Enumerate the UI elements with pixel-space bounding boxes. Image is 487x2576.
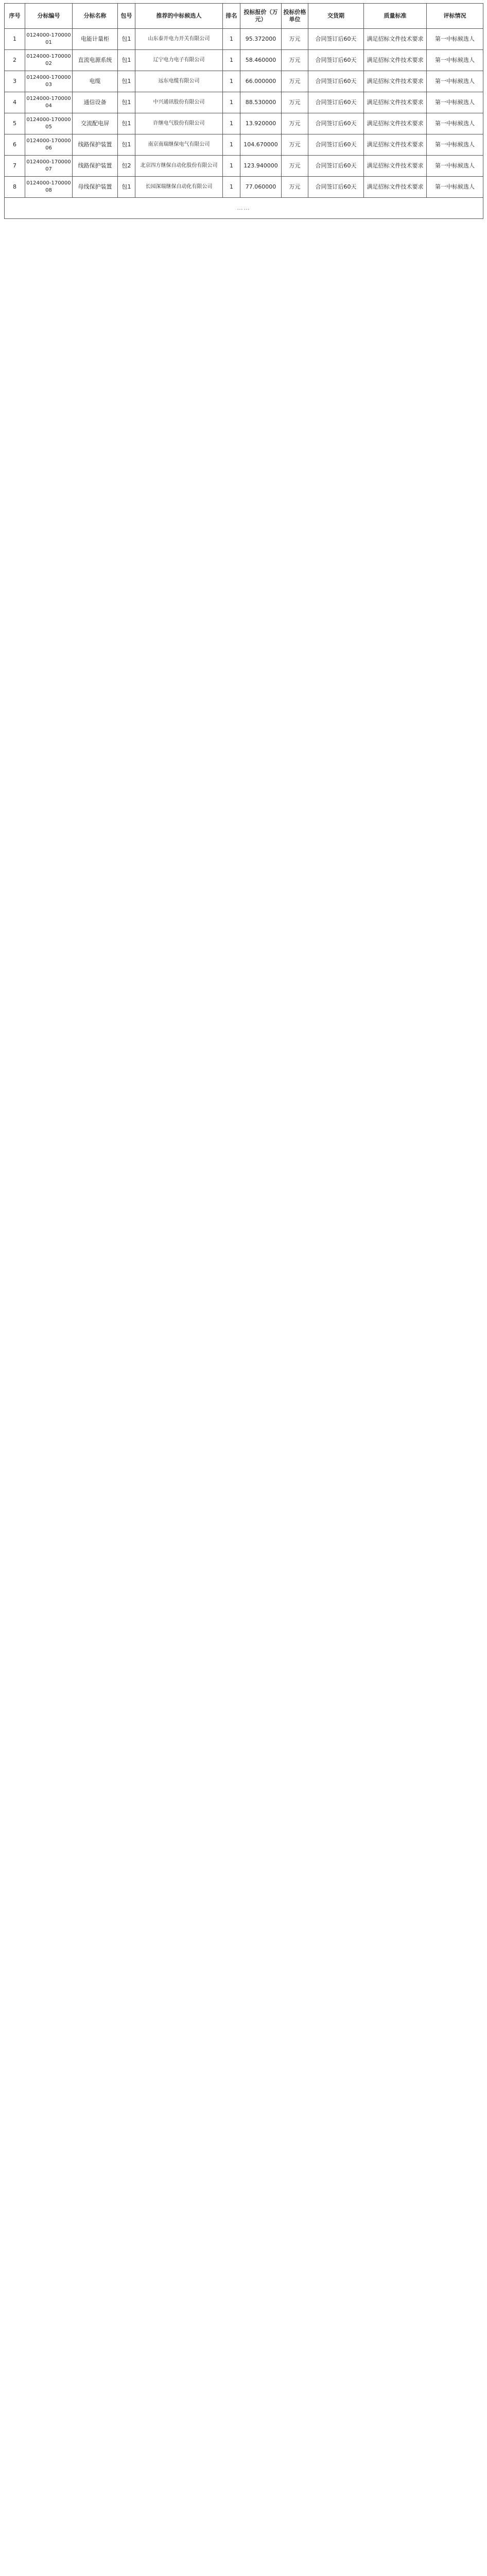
cell-quality: 满足招标文件技术要求 [364,134,427,156]
cell-name: 电缆 [73,71,118,92]
cell-delivery: 合同签订后60天 [308,50,364,71]
cell-quality: 满足招标文件技术要求 [364,92,427,113]
cell-index: 8 [5,177,25,198]
cell-code: 0124000-17000001 [25,29,73,50]
document-page [4,3,483,219]
cell-unit: 万元 [282,92,308,113]
cell-quality: 满足招标文件技术要求 [364,113,427,134]
table-row [5,113,483,134]
cell-name: 母线保护装置 [73,177,118,198]
cell-evaluation: 第一中标候选人 [427,29,483,50]
cell-quality: 满足招标文件技术要求 [364,71,427,92]
cell-index: 3 [5,71,25,92]
cell-index: 1 [5,29,25,50]
cell-package: 包1 [118,113,135,134]
cell-package: 包1 [118,50,135,71]
cell-evaluation: 第一中标候选人 [427,71,483,92]
results-table [4,3,483,219]
cell-rank: 1 [223,92,240,113]
col-header-quality: 质量标准 [364,4,427,29]
cell-candidate: 北京四方继保自动化股份有限公司 [135,156,223,177]
cell-package: 包1 [118,71,135,92]
cell-quality: 满足招标文件技术要求 [364,156,427,177]
table-row [5,156,483,177]
cell-unit: 万元 [282,156,308,177]
cell-rank: 1 [223,134,240,156]
cell-name: 通信设备 [73,92,118,113]
cell-rank: 1 [223,29,240,50]
cell-candidate: 中兴通讯股份有限公司 [135,92,223,113]
cell-quality: 满足招标文件技术要求 [364,50,427,71]
cell-delivery: 合同签订后60天 [308,71,364,92]
cell-index: 7 [5,156,25,177]
cell-package: 包1 [118,92,135,113]
col-header-price: 投标报价（万元） [240,4,282,29]
cell-index: 5 [5,113,25,134]
cell-rank: 1 [223,50,240,71]
cell-delivery: 合同签订后60天 [308,177,364,198]
cell-delivery: 合同签订后60天 [308,156,364,177]
table-row [5,71,483,92]
cell-price: 95.372000 [240,29,282,50]
cell-evaluation: 第一中标候选人 [427,177,483,198]
cell-delivery: 合同签订后60天 [308,134,364,156]
cell-unit: 万元 [282,177,308,198]
table-row [5,29,483,50]
cell-code: 0124000-17000007 [25,156,73,177]
cell-candidate: 许继电气股份有限公司 [135,113,223,134]
col-header-candidate: 推荐的中标候选人 [135,4,223,29]
col-header-delivery: 交货期 [308,4,364,29]
ellipsis-cell: …… [5,198,483,219]
col-header-rank: 排名 [223,4,240,29]
cell-package: 包2 [118,156,135,177]
table-row [5,92,483,113]
cell-code: 0124000-17000004 [25,92,73,113]
cell-candidate: 山东泰开电力开关有限公司 [135,29,223,50]
cell-rank: 1 [223,113,240,134]
cell-delivery: 合同签订后60天 [308,113,364,134]
cell-price: 88.530000 [240,92,282,113]
col-header-code: 分标编号 [25,4,73,29]
table-row [5,177,483,198]
cell-name: 交流配电屏 [73,113,118,134]
cell-quality: 满足招标文件技术要求 [364,29,427,50]
cell-code: 0124000-17000008 [25,177,73,198]
cell-name: 线路保护装置 [73,156,118,177]
cell-package: 包1 [118,177,135,198]
cell-candidate: 南京南瑞继保电气有限公司 [135,134,223,156]
header-row [5,4,483,29]
cell-candidate: 辽宁电力电子有限公司 [135,50,223,71]
ellipsis-row [5,198,483,219]
cell-index: 6 [5,134,25,156]
col-header-evaluation: 评标情况 [427,4,483,29]
cell-name: 线路保护装置 [73,134,118,156]
cell-price: 66.000000 [240,71,282,92]
cell-index: 4 [5,92,25,113]
cell-code: 0124000-17000003 [25,71,73,92]
cell-code: 0124000-17000006 [25,134,73,156]
cell-index: 2 [5,50,25,71]
cell-package: 包1 [118,29,135,50]
cell-evaluation: 第一中标候选人 [427,134,483,156]
cell-delivery: 合同签订后60天 [308,92,364,113]
cell-package: 包1 [118,134,135,156]
cell-unit: 万元 [282,113,308,134]
cell-unit: 万元 [282,50,308,71]
col-header-index: 序号 [5,4,25,29]
col-header-package: 包号 [118,4,135,29]
cell-candidate: 长园深瑞继保自动化有限公司 [135,177,223,198]
cell-evaluation: 第一中标候选人 [427,50,483,71]
cell-rank: 1 [223,156,240,177]
table-row [5,134,483,156]
cell-quality: 满足招标文件技术要求 [364,177,427,198]
cell-unit: 万元 [282,29,308,50]
cell-code: 0124000-17000005 [25,113,73,134]
col-header-unit: 投标价格单位 [282,4,308,29]
col-header-name: 分标名称 [73,4,118,29]
table-row [5,50,483,71]
cell-rank: 1 [223,177,240,198]
cell-name: 电能计量柜 [73,29,118,50]
table-body [5,29,483,219]
cell-unit: 万元 [282,71,308,92]
cell-code: 0124000-17000002 [25,50,73,71]
cell-name: 直流电源系统 [73,50,118,71]
cell-price: 123.940000 [240,156,282,177]
cell-price: 58.460000 [240,50,282,71]
cell-candidate: 远东电缆有限公司 [135,71,223,92]
cell-unit: 万元 [282,134,308,156]
cell-delivery: 合同签订后60天 [308,29,364,50]
cell-evaluation: 第一中标候选人 [427,92,483,113]
cell-price: 13.920000 [240,113,282,134]
cell-price: 77.060000 [240,177,282,198]
cell-evaluation: 第一中标候选人 [427,113,483,134]
cell-rank: 1 [223,71,240,92]
cell-evaluation: 第一中标候选人 [427,156,483,177]
cell-price: 104.670000 [240,134,282,156]
